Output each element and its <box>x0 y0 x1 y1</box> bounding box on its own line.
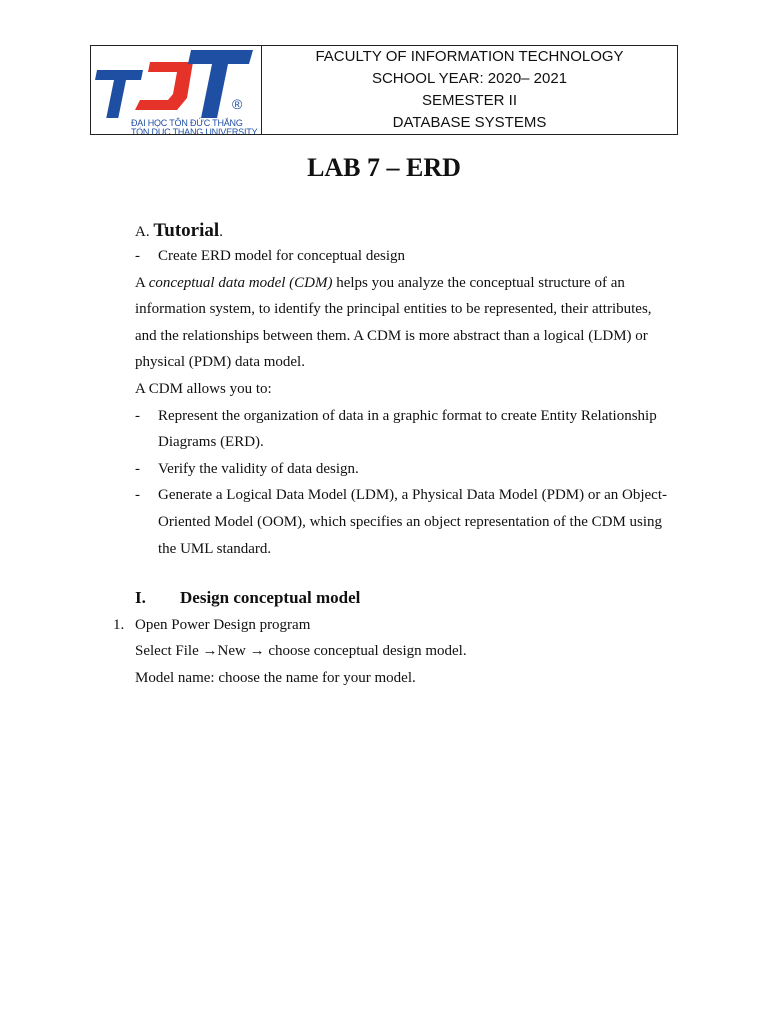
cdm-paragraph-line: physical (PDM) data model. <box>135 354 305 371</box>
arrow-right-icon: → <box>249 643 265 659</box>
arrow-right-icon: → <box>202 643 218 659</box>
numbered-item-1 <box>113 612 310 639</box>
section-i-number: I. <box>135 588 146 607</box>
item-text: Open Power Design program <box>135 617 311 633</box>
tdt-logo-graphic <box>95 48 255 118</box>
list-item-continuation: the UML standard. <box>158 540 272 557</box>
header-table <box>90 45 678 135</box>
list-item: - Generate a Logical Data Model (LDM), a Physical Data Model (PDM) or an Object- <box>135 487 667 504</box>
list-item: - Verify the validity of data design. <box>135 460 359 477</box>
instructions <box>135 638 467 691</box>
section-a-letter: A. <box>135 224 150 240</box>
section-a-heading <box>135 220 223 242</box>
section-a-label: Tutorial <box>153 220 220 241</box>
cdm-term: conceptual data model (CDM) <box>148 274 333 291</box>
model-name-line: Model name: choose the name for your model. <box>135 669 416 686</box>
item-number: 1. <box>113 617 125 633</box>
course-text: DATABASE SYSTEMS <box>392 114 547 131</box>
cdm-paragraph-line: A conceptual data model (CDM) helps you analyze the conceptual structure of an <box>135 274 625 291</box>
list-item-continuation: Diagrams (ERD). <box>158 434 264 451</box>
tutorial-body <box>135 243 675 562</box>
list-item: - Represent the organization of data in a graphic format to create Entity Relationship <box>135 407 657 424</box>
semester-text: SEMESTER II <box>421 92 518 109</box>
cdm-paragraph-line: and the relationships between them. A CDM is more abstract than a logical (LDM) or <box>135 327 648 344</box>
list-item: - Create ERD model for conceptual design <box>135 248 406 264</box>
section-a-period: . <box>219 224 223 240</box>
page-title: LAB 7 – ERD <box>307 153 461 182</box>
logo <box>91 46 262 134</box>
faculty-text: FACULTY OF INFORMATION TECHNOLOGY <box>315 48 624 65</box>
header-info <box>262 46 677 134</box>
section-i-label: Design conceptual model <box>180 588 361 607</box>
logo-university-en: TON DUC THANG UNIVERSITY <box>131 127 258 134</box>
registered-mark: ® <box>232 96 243 112</box>
select-line: Select File →New → choose conceptual design model. <box>135 643 467 659</box>
school-year-text: SCHOOL YEAR: 2020– 2021 <box>371 70 568 87</box>
section-i-heading <box>135 588 360 608</box>
logo-university-vn: ĐẠI HỌC TÔN ĐỨC THẮNG <box>131 118 243 128</box>
cdm-paragraph-line: information system, to identify the principal entities to be represented, their attributes, <box>135 301 652 318</box>
allows-text: A CDM allows you to: <box>135 380 272 397</box>
list-item-continuation: Oriented Model (OOM), which specifies an object representation of the CDM using <box>158 513 663 530</box>
